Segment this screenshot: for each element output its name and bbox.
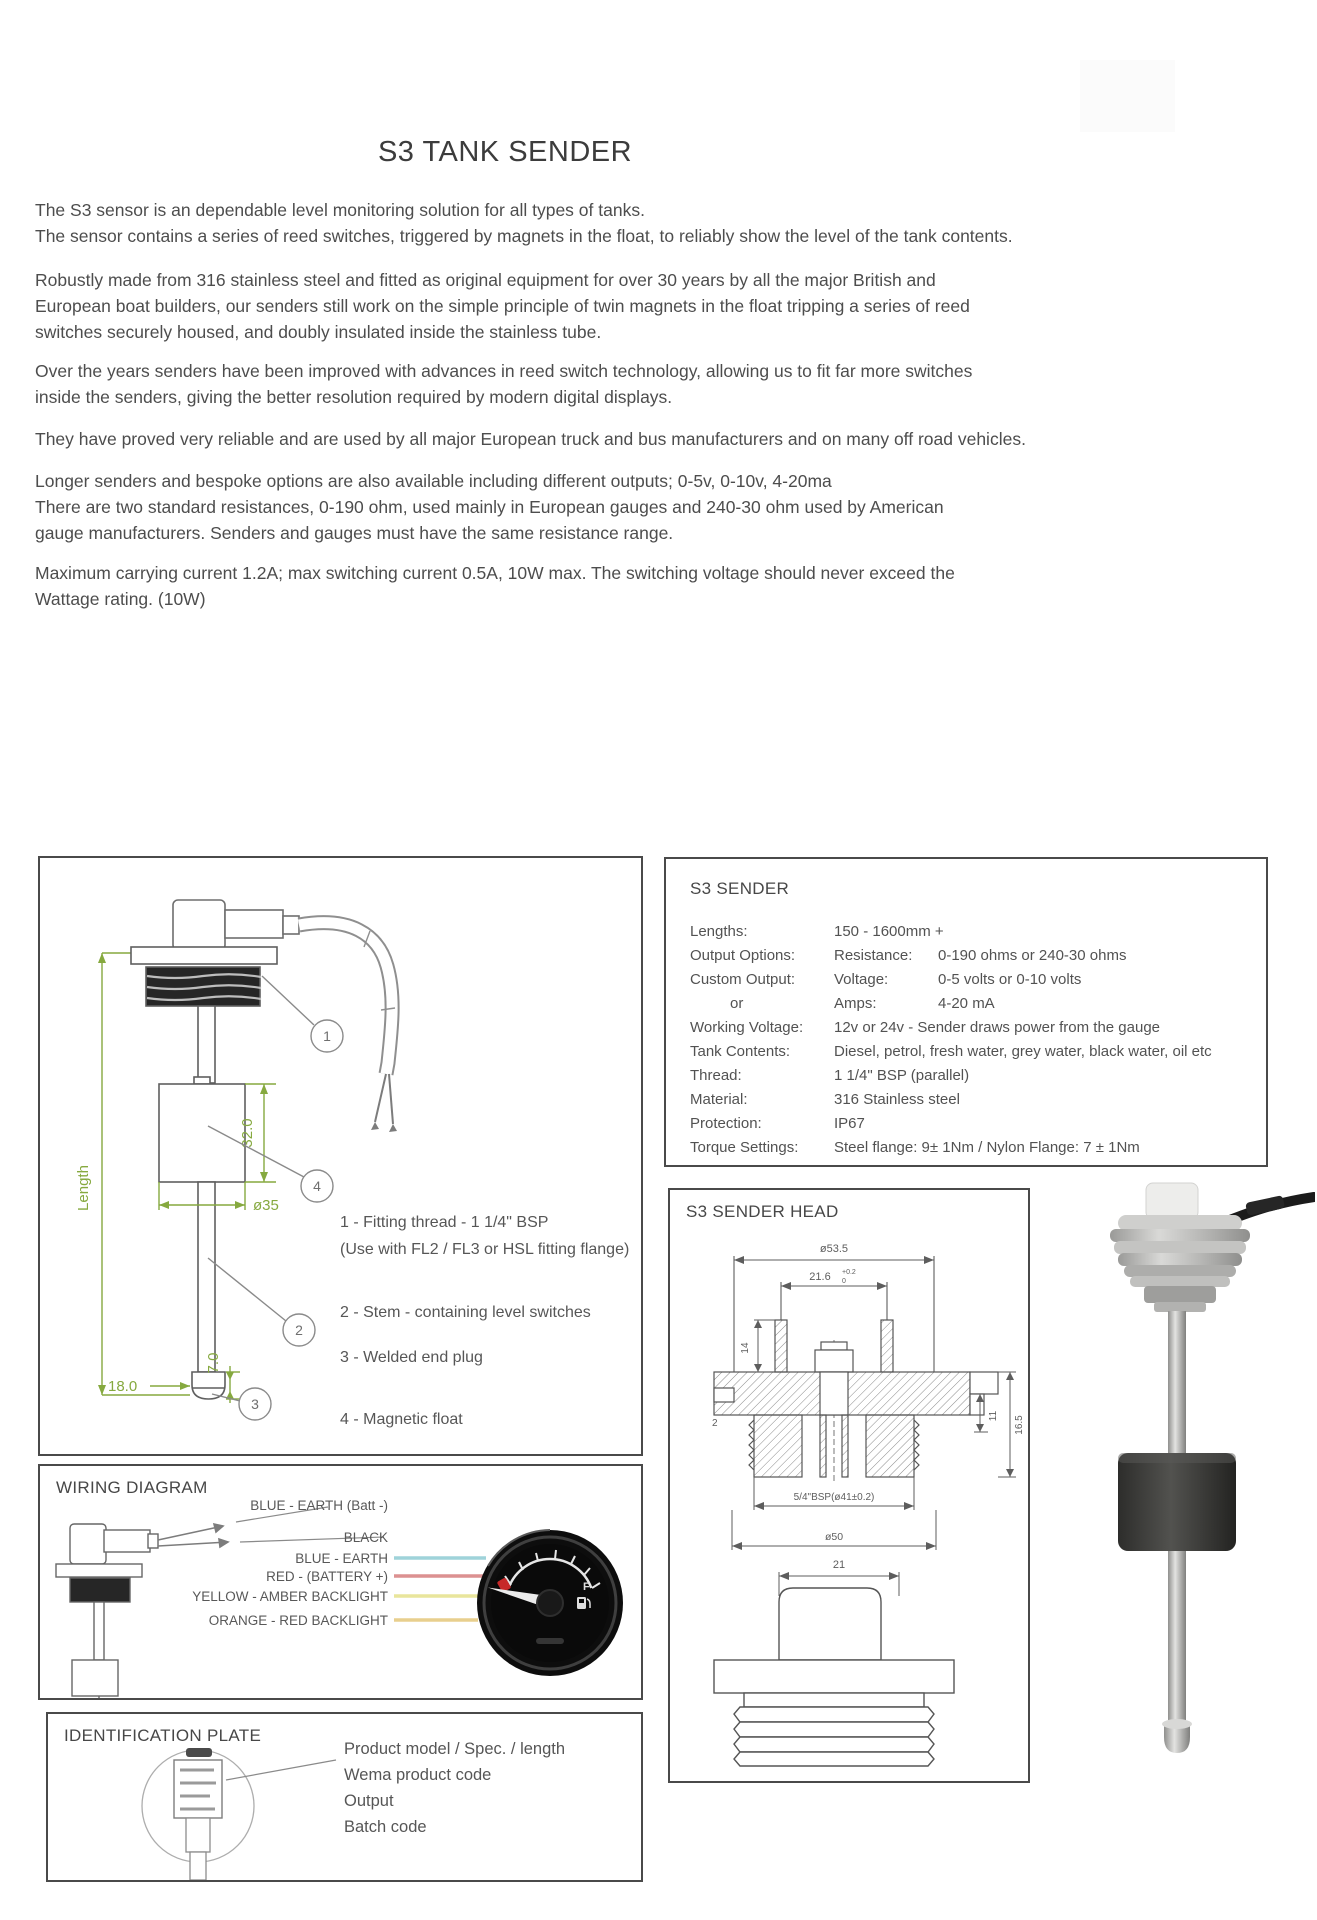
spec-row [666,1139,1266,1163]
plug-width-dimension [150,1382,190,1390]
float-height-label: 32.0 [239,1118,256,1148]
paragraph-line: switches securely housed, and doubly insulated inside the stainless tube. [35,322,602,342]
id-note-code: Wema product code [344,1766,492,1784]
spec-label: Custom Output: [690,971,796,988]
spec-panel [664,857,1268,1167]
thread-spec-label: 5/4"BSP(ø41±0.2) [793,1492,875,1503]
inner-width-dimension [781,1282,887,1320]
paragraph-line: The sensor contains a series of reed switches, triggered by magnets in the float, to reliably show the level of the tank contents. [35,226,1013,246]
spec-row [666,923,1266,947]
sender-body [131,947,277,1399]
gauge-brand-mark [536,1638,564,1644]
product-photo [1060,1175,1315,1780]
spec-value2: 4-20 mA [938,995,995,1012]
wire-label-black: BLACK [343,1530,388,1545]
lip-label: 2 [712,1418,718,1429]
id-note-model: Product model / Spec. / length [344,1740,566,1758]
spec-label: Lengths: [690,923,748,940]
drawing-note-3: 3 - Welded end plug [340,1349,483,1366]
callout-4-num: 4 [313,1178,321,1194]
spec-label: Protection: [690,1115,762,1132]
spec-row [666,1091,1266,1115]
spec-row [666,971,1266,995]
fuel-gauge [477,1530,623,1676]
paragraph-line: gauge manufacturers. Senders and gauges must have the same resistance range. [35,523,674,543]
spec-label: Output Options: [690,947,796,964]
socket-depth-label: 14 [740,1342,751,1354]
photo-float [1118,1453,1236,1551]
outer-dia-label: ø53.5 [819,1243,849,1255]
identification-plate-panel [46,1712,643,1882]
wiring-panel-title: WIRING DIAGRAM [56,1478,208,1497]
spec-row [666,1019,1266,1043]
float [159,1084,245,1182]
paragraph [35,358,1295,410]
spec-value: Resistance: [834,947,913,964]
length-dim-label: Length [75,1165,92,1211]
photo-end-plug [1162,1719,1192,1753]
spec-panel-title: S3 SENDER [690,879,790,898]
id-plate-stem [186,1818,210,1880]
end-plug [192,1372,225,1399]
spec-value: Steel flange: 9± 1Nm / Nylon Flange: 7 ± 1Nm [834,1139,1140,1156]
callout-3-num: 3 [251,1396,259,1412]
spec-value: 316 Stainless steel [834,1091,960,1108]
inner-tol-bottom: 0 [842,1278,846,1285]
spec-value: Voltage: [834,971,889,988]
spec-value: Diesel, petrol, fresh water, grey water, black water, oil etc [834,1043,1212,1060]
spec-value2: 0-190 ohms or 240-30 ohms [938,947,1127,964]
head-cross-section [714,1320,998,1482]
drawing-note-2: 2 - Stem - containing level switches [340,1304,591,1321]
drawing-note-4: 4 - Magnetic float [340,1411,463,1428]
socket-depth-dimension [754,1320,775,1372]
spec-row [666,995,1266,1019]
flange [131,947,277,964]
spec-value: 1 1/4" BSP (parallel) [834,1067,970,1084]
head-panel-title: S3 SENDER HEAD [686,1202,839,1221]
step-label: 11 [988,1410,999,1422]
paragraph-line: Robustly made from 316 stainless steel and fitted as original equipment for over 30 years by all the major British and [35,270,936,290]
paragraph-line: Maximum carrying current 1.2A; max switching current 0.5A, 10W max. The switching voltage should never exceed the [35,563,955,583]
wiring-diagram-panel [38,1464,643,1700]
spec-label: Torque Settings: [690,1139,799,1156]
inner-tol-top: +0.2 [842,1269,856,1276]
wire-label-red-battery: RED - (BATTERY +) [266,1569,388,1584]
callout-2-num: 2 [295,1322,303,1338]
plug-width-label: 18.0 [108,1378,138,1395]
spec-label: Working Voltage: [690,1019,804,1036]
thread-dia-label: ø50 [824,1531,844,1543]
spec-value: 12v or 24v - Sender draws power from the gauge [834,1019,1161,1036]
id-panel-title: IDENTIFICATION PLATE [64,1726,262,1745]
paragraph-line: The S3 sensor is an dependable level monitoring solution for all types of tanks. [35,200,645,220]
paragraph-line: Over the years senders have been improved with advances in reed switch technology, allowing us to fit far more switches [35,361,973,381]
paragraph [35,560,1295,612]
spec-row [666,947,1266,971]
paragraph-line: Wattage rating. (10W) [35,589,206,609]
head-profile-drawing [714,1588,954,1766]
paragraph [35,468,1295,546]
inner-width-label: 21.6 [809,1271,831,1283]
page-title: S3 TANK SENDER [377,136,633,168]
spec-value: 150 - 1600mm + [834,923,944,940]
paragraph-line: Longer senders and bespoke options are also available including different outputs; 0-5v, 0-10v, 4-20ma [35,471,832,491]
paragraph [35,267,1295,345]
spec-row [666,1043,1266,1067]
spec-value2: 0-5 volts or 0-10 volts [938,971,1082,988]
spec-label: Tank Contents: [690,1043,791,1060]
photo-plug-cap [1146,1183,1198,1219]
paragraph-line: They have proved very reliable and are used by all major European truck and bus manufacturers and on many off road vehicles. [35,429,1026,449]
flange-height-label: 16.5 [1014,1415,1025,1435]
wire-label-orange-backlight: ORANGE - RED BACKLIGHT [208,1613,388,1628]
gauge-full-label: F [583,1581,590,1593]
paragraph [35,426,1295,452]
thread-dia-dimension [732,1510,936,1550]
spec-label: Material: [690,1091,748,1108]
spec-value: IP67 [834,1115,865,1132]
drawing-note-1: 1 - Fitting thread - 1 1/4" BSP [340,1214,549,1231]
plug-height-label: 7.0 [205,1352,222,1374]
sender-head-panel [668,1188,1030,1783]
float-dia-label: ø35 [253,1197,279,1214]
id-note-batch: Batch code [344,1818,427,1836]
id-note-output: Output [344,1792,394,1810]
photo-head [1110,1215,1250,1312]
stem-lower [198,1182,215,1372]
paragraph-line: European boat builders, our senders still work on the simple principle of twin magnets in the float tripping a series of reed [35,296,970,316]
drawing-note-1b: (Use with FL2 / FL3 or HSL fitting flange) [340,1241,630,1258]
boss-width-label: 21 [832,1559,846,1571]
wire-label-blue-earth: BLUE - EARTH [295,1551,388,1566]
spec-value: Amps: [834,995,877,1012]
paragraph [35,197,1295,249]
paragraph-line: There are two standard resistances, 0-190 ohm, used mainly in European gauges and 240-30 ohm used by American [35,497,944,517]
spec-label: Thread: [690,1067,742,1084]
id-pointer-line [226,1760,336,1780]
watermark [1080,60,1175,132]
spec-row [666,1115,1266,1139]
stem-upper [198,1006,215,1083]
elbow-connector [173,900,299,950]
wema-logo-mark [186,1748,212,1757]
sender-head-drawing [670,1220,1028,1780]
paragraph-line: inside the senders, giving the better resolution required by modern digital displays. [35,387,673,407]
spec-row [666,1067,1266,1091]
callout-1-num: 1 [323,1028,331,1044]
spec-label: or [730,995,744,1012]
sender-drawing-panel [38,856,643,1456]
wire-label-yellow-backlight: YELLOW - AMBER BACKLIGHT [192,1589,388,1604]
wire-label-blue-earth-batt: BLUE - EARTH (Batt -) [250,1498,388,1513]
